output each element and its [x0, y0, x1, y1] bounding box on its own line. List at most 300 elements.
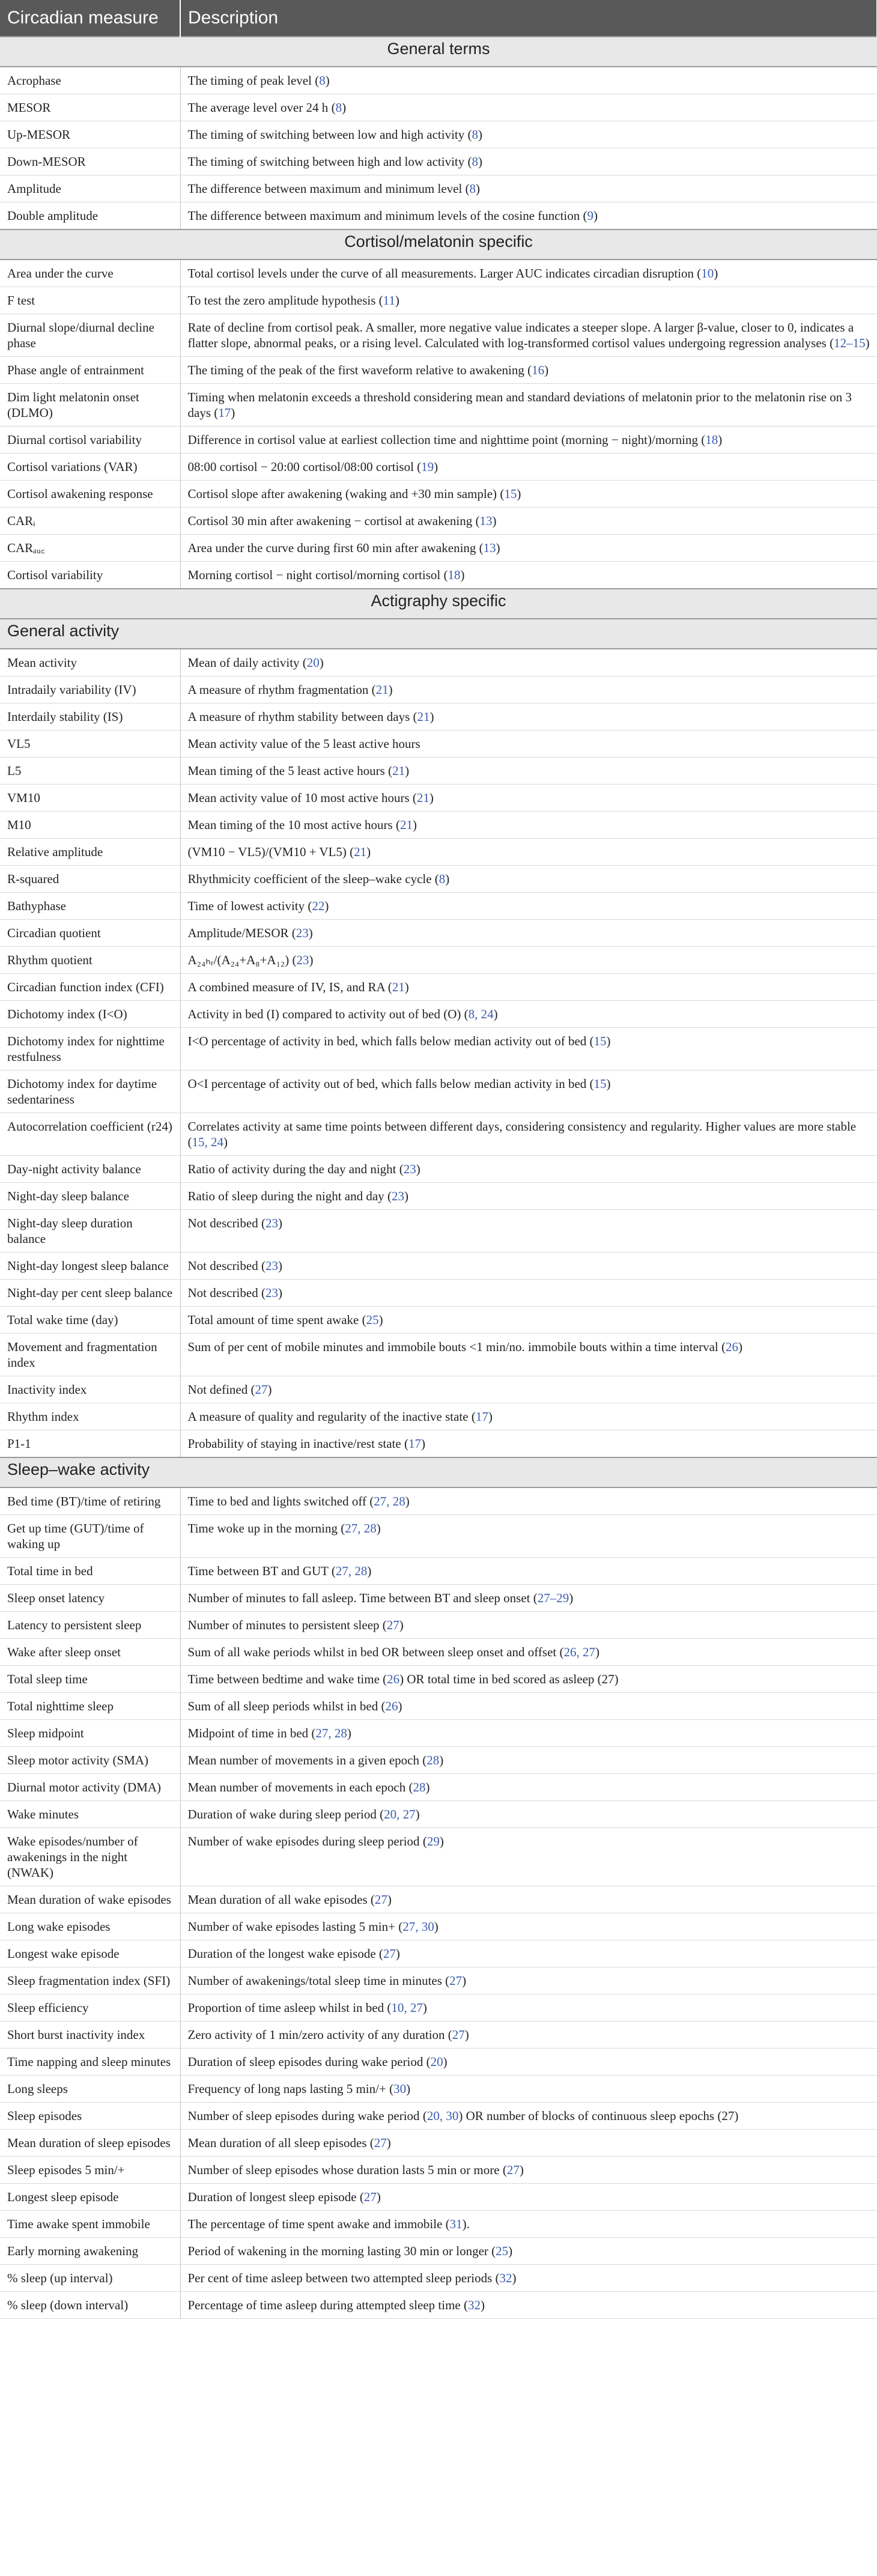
measure-description: Duration of sleep episodes during wake period [187, 2055, 423, 2069]
measure-description: The difference between maximum and minimum level [187, 181, 463, 196]
reference-link[interactable]: 23 [265, 1216, 278, 1230]
measure-name: Long sleeps [0, 2076, 180, 2103]
table-row [0, 535, 877, 562]
measure-description-cell: Not described (23) [180, 1253, 877, 1280]
measure-description-cell: Mean activity value of 10 most active hours (21) [180, 785, 877, 812]
section-title: General terms [0, 37, 877, 67]
table-row [0, 2049, 877, 2076]
measure-name: Sleep midpoint [0, 1720, 180, 1747]
table-row [0, 427, 877, 454]
table-row [0, 384, 877, 427]
measure-description: Activity in bed (I) compared to activity out of bed (O) [187, 1007, 461, 1021]
table-row [0, 1156, 877, 1183]
table-row [0, 1747, 877, 1774]
table-row [0, 2211, 877, 2238]
measure-name: Dichotomy index (I<O) [0, 1001, 180, 1028]
reference-link[interactable]: 12–15 [834, 336, 866, 350]
measure-description-cell: Mean duration of all sleep episodes (27) [180, 2130, 877, 2157]
measure-description: Morning cortisol − night cortisol/morning cortisol [187, 568, 441, 582]
table-row [0, 454, 877, 481]
reference-link[interactable]: 27, 28 [374, 1494, 405, 1508]
measure-name: Time napping and sleep minutes [0, 2049, 180, 2076]
measure-name: Wake episodes/number of awakenings in the night (NWAK) [0, 1828, 180, 1886]
measure-description: Rate of decline from cortisol peak. A smaller, more negative value indicates a steeper slope. A larger β-value, closer to 0, indicates a flatter slope, abnormal peaks, or a rising level. Calculated with log-transformed cortisol values undergoing regression analyses [187, 320, 854, 350]
measure-description-cell: Mean duration of all wake episodes (27) [180, 1886, 877, 1913]
measure-description-cell: Period of wakening in the morning lasting 30 min or longer (25) [180, 2238, 877, 2265]
measure-description-cell: To test the zero amplitude hypothesis (11) [180, 287, 877, 314]
measure-description-cell: A₂₄ₕᵣ/(A₂₄+A₈+A₁₂) (23) [180, 947, 877, 974]
table-row [0, 1334, 877, 1376]
measure-description: Per cent of time asleep between two attempted sleep periods [187, 2271, 493, 2285]
measure-name: Longest sleep episode [0, 2184, 180, 2211]
reference-link[interactable]: 17 [475, 1409, 488, 1424]
measure-description: A combined measure of IV, IS, and RA [187, 980, 385, 994]
measure-name: R-squared [0, 866, 180, 893]
measure-description-cell: The percentage of time spent awake and immobile (31). [180, 2211, 877, 2238]
measure-description: Mean duration of all wake episodes [187, 1892, 368, 1907]
table-row [0, 893, 877, 920]
measure-name: Total time in bed [0, 1558, 180, 1585]
table-row [0, 1967, 877, 1994]
measure-description-cell: Time woke up in the morning (27, 28) [180, 1515, 877, 1558]
measure-description-cell: Cortisol 30 min after awakening − cortisol at awakening (13) [180, 508, 877, 535]
measure-name: Early morning awakening [0, 2238, 180, 2265]
description-suffix: . [466, 2217, 470, 2231]
measure-description-cell: A measure of rhythm fragmentation (21) [180, 676, 877, 703]
measure-name: Diurnal motor activity (DMA) [0, 1774, 180, 1801]
measure-description: Cortisol 30 min after awakening − cortisol at awakening [187, 514, 473, 528]
measure-description: Proportion of time asleep whilst in bed [187, 2000, 384, 2015]
measure-description: Not described [187, 1286, 258, 1300]
reference-link[interactable]: 8 [469, 181, 476, 196]
table-row [0, 287, 877, 314]
measure-name: Down-MESOR [0, 148, 180, 175]
measure-description-cell: Probability of staying in inactive/rest state (17) [180, 1430, 877, 1458]
reference-link[interactable]: 16 [532, 363, 545, 377]
measure-name: Inactivity index [0, 1376, 180, 1403]
reference-link[interactable]: 22 [312, 899, 325, 913]
measure-description: Correlates activity at same time points between different days, considering consistency and regularity. Higher values are more stable [187, 1119, 857, 1134]
reference-link[interactable]: 27 [255, 1382, 268, 1397]
measure-description-cell: Duration of wake during sleep period (20, 27) [180, 1801, 877, 1828]
reference-link[interactable]: 15 [593, 1077, 607, 1091]
measure-name: F test [0, 287, 180, 314]
measure-description: The average level over 24 h [187, 100, 329, 115]
measure-description: Mean of daily activity [187, 655, 300, 670]
reference-link[interactable]: 8 [438, 872, 446, 886]
reference-link[interactable]: 13 [483, 541, 496, 555]
measure-description: Not defined [187, 1382, 248, 1397]
measure-description: Number of minutes to fall asleep. Time between BT and sleep onset [187, 1591, 530, 1605]
measure-name: Area under the curve [0, 260, 180, 287]
measure-name: Night-day sleep balance [0, 1183, 180, 1210]
table-row [0, 260, 877, 287]
measure-description: Area under the curve during first 60 min after awakening [187, 541, 476, 555]
table-row [0, 1253, 877, 1280]
reference-link[interactable]: 15 [504, 487, 517, 501]
reference-link[interactable]: 32 [468, 2298, 481, 2312]
measure-description: Period of wakening in the morning lasting 30 min or longer [187, 2244, 488, 2258]
reference-link[interactable]: 21 [416, 791, 429, 805]
measure-description: Ratio of sleep during the night and day [187, 1189, 384, 1203]
measure-description-cell: Mean number of movements in each epoch (28) [180, 1774, 877, 1801]
measure-description-cell: Correlates activity at same time points between different days, considering consistency and regularity. Higher values are more stable (15, 24) [180, 1113, 877, 1156]
reference-link[interactable]: 28 [426, 1753, 440, 1767]
section-title: Actigraphy specific [0, 589, 877, 619]
reference-link[interactable]: 17 [218, 406, 231, 420]
measure-description: Total cortisol levels under the curve of all measurements. Larger AUC indicates circadian disruption [187, 266, 694, 281]
reference-link[interactable]: 21 [392, 980, 405, 994]
measure-description-cell: 08:00 cortisol − 20:00 cortisol/08:00 cortisol (19) [180, 454, 877, 481]
measure-description: Mean timing of the 5 least active hours [187, 764, 385, 778]
reference-link[interactable]: 23 [296, 953, 309, 967]
table-row [0, 1585, 877, 1612]
measure-description: Duration of the longest wake episode [187, 1946, 376, 1961]
measure-name: % sleep (down interval) [0, 2292, 180, 2319]
measure-description: I<O percentage of activity in bed, which falls below median activity out of bed [187, 1034, 587, 1048]
reference-link[interactable]: 23 [265, 1259, 278, 1273]
reference-link[interactable]: 30 [393, 2082, 407, 2096]
table-row [0, 2022, 877, 2049]
table-row [0, 1307, 877, 1334]
measure-description: Amplitude/MESOR [187, 926, 289, 940]
measure-description-cell: Mean of daily activity (20) [180, 649, 877, 676]
measure-description-cell: Proportion of time asleep whilst in bed (10, 27) [180, 1994, 877, 2022]
measure-description: Number of wake episodes during sleep period [187, 1834, 420, 1848]
measure-description-cell: O<I percentage of activity out of bed, which falls below median activity in bed (15) [180, 1071, 877, 1113]
measure-name: Bathyphase [0, 893, 180, 920]
table-row [0, 202, 877, 230]
reference-link[interactable]: 27 [374, 1892, 387, 1907]
table-row [0, 731, 877, 758]
measure-name: VM10 [0, 785, 180, 812]
measure-description-cell: (VM10 − VL5)/(VM10 + VL5) (21) [180, 839, 877, 866]
measure-description-cell: Duration of sleep episodes during wake period (20) [180, 2049, 877, 2076]
measure-name: Mean duration of wake episodes [0, 1886, 180, 1913]
table-row [0, 1210, 877, 1253]
measure-description-cell: The timing of switching between low and high activity (8) [180, 121, 877, 148]
measure-description: Cortisol slope after awakening (waking and +30 min sample) [187, 487, 497, 501]
reference-link[interactable]: 18 [705, 433, 718, 447]
measure-description-cell: Frequency of long naps lasting 5 min/+ (30) [180, 2076, 877, 2103]
measure-description: Time between BT and GUT [187, 1564, 329, 1578]
reference-link[interactable]: 29 [426, 1834, 440, 1848]
measure-name: Movement and fragmentation index [0, 1334, 180, 1376]
reference-link[interactable]: 27 [452, 2028, 465, 2042]
measure-name: Sleep onset latency [0, 1585, 180, 1612]
measure-name: Total wake time (day) [0, 1307, 180, 1334]
measure-description-cell: Morning cortisol − night cortisol/morning cortisol (18) [180, 562, 877, 589]
measure-name: MESOR [0, 94, 180, 121]
table-row [0, 1376, 877, 1403]
description-suffix: OR number of blocks of continuous sleep epochs (27) [463, 2109, 739, 2123]
measure-description-cell: Area under the curve during first 60 min after awakening (13) [180, 535, 877, 562]
reference-link[interactable]: 8, 24 [468, 1007, 494, 1021]
table-row [0, 562, 877, 589]
table-row [0, 1001, 877, 1028]
header-circadian-measure: Circadian measure [0, 0, 180, 37]
measure-description: Timing when melatonin exceeds a threshold considering mean and standard deviations of melatonin prior to the melatonin rise on 3 days [187, 390, 852, 420]
reference-link[interactable]: 20 [430, 2055, 443, 2069]
measure-name: Total sleep time [0, 1666, 180, 1693]
measure-description-cell: Not defined (27) [180, 1376, 877, 1403]
measure-description-cell: Activity in bed (I) compared to activity out of bed (O) (8, 24) [180, 1001, 877, 1028]
section-header-row [0, 1457, 877, 1487]
measure-description: Difference in cortisol value at earliest collection time and nighttime point (morning − night)/morning [187, 433, 698, 447]
measure-description-cell: A measure of quality and regularity of the inactive state (17) [180, 1403, 877, 1430]
measure-name: Sleep episodes 5 min/+ [0, 2157, 180, 2184]
measure-description-cell: Mean timing of the 10 most active hours (21) [180, 812, 877, 839]
reference-link[interactable]: 21 [354, 845, 367, 859]
table-row [0, 1639, 877, 1666]
reference-link[interactable]: 31 [449, 2217, 463, 2231]
measure-name: Latency to persistent sleep [0, 1612, 180, 1639]
table-row [0, 1487, 877, 1515]
table-row [0, 2238, 877, 2265]
table-row [0, 1666, 877, 1693]
measure-description: Total amount of time spent awake [187, 1313, 359, 1327]
measure-name: Mean activity [0, 649, 180, 676]
measure-description-cell: Per cent of time asleep between two attempted sleep periods (32) [180, 2265, 877, 2292]
measure-description: Number of awakenings/total sleep time in minutes [187, 1973, 442, 1988]
section-title: General activity [0, 619, 877, 649]
section-header-row [0, 589, 877, 619]
measure-description: Mean number of movements in each epoch [187, 1780, 406, 1794]
measure-description-cell: Percentage of time asleep during attempted sleep time (32) [180, 2292, 877, 2319]
table-row [0, 94, 877, 121]
table-row [0, 67, 877, 94]
table-row [0, 1828, 877, 1886]
measure-name: Bed time (BT)/time of retiring [0, 1487, 180, 1515]
measure-description: O<I percentage of activity out of bed, which falls below median activity in bed [187, 1077, 587, 1091]
measure-description-cell: Number of awakenings/total sleep time in minutes (27) [180, 1967, 877, 1994]
measure-description-cell [180, 731, 877, 758]
measure-name: Circadian quotient [0, 920, 180, 947]
table-row [0, 866, 877, 893]
measure-name: Up-MESOR [0, 121, 180, 148]
table-header-row [0, 0, 877, 37]
reference-link[interactable]: 23 [391, 1189, 404, 1203]
measure-description: Mean number of movements in a given epoch [187, 1753, 419, 1767]
measure-name: Diurnal slope/diurnal decline phase [0, 314, 180, 357]
measure-description-cell: The average level over 24 h (8) [180, 94, 877, 121]
table-row [0, 785, 877, 812]
reference-link[interactable]: 19 [421, 460, 434, 474]
reference-link[interactable]: 27, 28 [345, 1521, 377, 1536]
table-row [0, 1558, 877, 1585]
table-row [0, 812, 877, 839]
measure-description-cell: A measure of rhythm stability between days (21) [180, 703, 877, 731]
measure-description: Mean duration of all sleep episodes [187, 2136, 367, 2150]
reference-link[interactable]: 27, 28 [335, 1564, 368, 1578]
reference-link[interactable]: 27 [449, 1973, 463, 1988]
measure-description: Number of sleep episodes whose duration lasts 5 min or more [187, 2163, 500, 2177]
reference-link[interactable]: 27, 28 [315, 1726, 347, 1740]
reference-link[interactable]: 20, 30 [426, 2109, 459, 2123]
measure-name: Cortisol awakening response [0, 481, 180, 508]
measure-description: A measure of rhythm fragmentation [187, 682, 369, 697]
measure-description: The percentage of time spent awake and immobile [187, 2217, 443, 2231]
measure-description-cell: I<O percentage of activity in bed, which falls below median activity out of bed (15) [180, 1028, 877, 1071]
reference-link[interactable]: 8 [472, 154, 478, 169]
reference-link[interactable]: 10 [701, 266, 714, 281]
reference-link[interactable]: 28 [413, 1780, 426, 1794]
reference-link[interactable]: 21 [417, 709, 430, 724]
table-row [0, 481, 877, 508]
reference-link[interactable]: 8 [472, 127, 478, 142]
table-row [0, 839, 877, 866]
table-row [0, 2265, 877, 2292]
measure-description: Ratio of activity during the day and night [187, 1162, 396, 1176]
measure-name: M10 [0, 812, 180, 839]
table-row [0, 357, 877, 384]
measure-description-cell: Amplitude/MESOR (23) [180, 920, 877, 947]
reference-link[interactable]: 25 [366, 1313, 379, 1327]
table-row [0, 2130, 877, 2157]
measure-name: Dichotomy index for nighttime restfulness [0, 1028, 180, 1071]
reference-link[interactable]: 26 [387, 1672, 400, 1686]
table-row [0, 1430, 877, 1458]
measure-description: Rhythmicity coefficient of the sleep–wake cycle [187, 872, 432, 886]
measure-description-cell: The timing of peak level (8) [180, 67, 877, 94]
measure-name: Sleep efficiency [0, 1994, 180, 2022]
table-row [0, 2184, 877, 2211]
measure-description: Frequency of long naps lasting 5 min/+ [187, 2082, 386, 2096]
measure-description-cell: Number of minutes to fall asleep. Time between BT and sleep onset (27–29) [180, 1585, 877, 1612]
measure-description-cell: Sum of per cent of mobile minutes and immobile bouts <1 min/no. immobile bouts within a time interval (26) [180, 1334, 877, 1376]
table-row [0, 947, 877, 974]
measure-name: Day-night activity balance [0, 1156, 180, 1183]
measure-name: Night-day sleep duration balance [0, 1210, 180, 1253]
reference-link[interactable]: 26 [725, 1340, 738, 1354]
measure-name: CARₐᵤ꜀ [0, 535, 180, 562]
reference-link[interactable]: 27 [374, 2136, 387, 2150]
table-row [0, 974, 877, 1001]
measure-name: Get up time (GUT)/time of waking up [0, 1515, 180, 1558]
measure-description-cell: Ratio of activity during the day and night (23) [180, 1156, 877, 1183]
measure-description-cell: Total amount of time spent awake (25) [180, 1307, 877, 1334]
table-row [0, 175, 877, 202]
table-row [0, 1801, 877, 1828]
table-row [0, 1720, 877, 1747]
reference-link[interactable]: 8 [335, 100, 342, 115]
measure-description-cell: The difference between maximum and minimum level (8) [180, 175, 877, 202]
measure-name: Circadian function index (CFI) [0, 974, 180, 1001]
reference-link[interactable]: 26, 27 [563, 1645, 595, 1659]
table-row [0, 758, 877, 785]
reference-link[interactable]: 27 [363, 2190, 377, 2204]
measure-name: Sleep episodes [0, 2103, 180, 2130]
measure-description-cell: Rhythmicity coefficient of the sleep–wake cycle (8) [180, 866, 877, 893]
measure-description: Time between bedtime and wake time [187, 1672, 380, 1686]
measure-name: Total nighttime sleep [0, 1693, 180, 1720]
measure-name: Autocorrelation coefficient (r24) [0, 1113, 180, 1156]
reference-link[interactable]: 27–29 [537, 1591, 569, 1605]
reference-link[interactable]: 9 [587, 208, 593, 223]
measure-name: Dim light melatonin onset (DLMO) [0, 384, 180, 427]
measure-description-cell: Number of sleep episodes whose duration lasts 5 min or more (27) [180, 2157, 877, 2184]
table-row [0, 314, 877, 357]
table-row [0, 1071, 877, 1113]
reference-link[interactable]: 23 [296, 926, 309, 940]
measure-name: Acrophase [0, 67, 180, 94]
reference-link[interactable]: 13 [479, 514, 493, 528]
measure-description: 08:00 cortisol − 20:00 cortisol/08:00 cortisol [187, 460, 414, 474]
measure-name: Interdaily stability (IS) [0, 703, 180, 731]
measure-description-cell: The timing of switching between high and low activity (8) [180, 148, 877, 175]
measure-name: Phase angle of entrainment [0, 357, 180, 384]
measure-name: Time awake spent immobile [0, 2211, 180, 2238]
reference-link[interactable]: 15, 24 [192, 1135, 223, 1149]
measure-description: Duration of longest sleep episode [187, 2190, 357, 2204]
measure-description-cell: Timing when melatonin exceeds a threshold considering mean and standard deviations of melatonin prior to the melatonin rise on 3 days (17) [180, 384, 877, 427]
measure-name: Short burst inactivity index [0, 2022, 180, 2049]
reference-link[interactable]: 17 [408, 1436, 421, 1451]
reference-link[interactable]: 27 [506, 2163, 520, 2177]
measure-description-cell: Number of minutes to persistent sleep (27) [180, 1612, 877, 1639]
reference-link[interactable]: 26 [385, 1699, 398, 1713]
measure-description-cell: The difference between maximum and minimum levels of the cosine function (9) [180, 202, 877, 230]
reference-link[interactable]: 18 [448, 568, 461, 582]
section-title: Cortisol/melatonin specific [0, 229, 877, 260]
section-header-row [0, 37, 877, 67]
measure-name: Night-day per cent sleep balance [0, 1280, 180, 1307]
reference-link[interactable]: 32 [499, 2271, 512, 2285]
measure-description-cell: Number of wake episodes during sleep period (29) [180, 1828, 877, 1886]
reference-link[interactable]: 11 [383, 293, 395, 308]
reference-link[interactable]: 8 [319, 73, 326, 88]
measure-description: Sum of all sleep periods whilst in bed [187, 1699, 378, 1713]
reference-link[interactable]: 27 [386, 1618, 399, 1632]
measure-description-cell: Total cortisol levels under the curve of all measurements. Larger AUC indicates circadian disruption (10) [180, 260, 877, 287]
measure-description: Number of wake episodes lasting 5 min+ [187, 1919, 395, 1934]
measure-name: Mean duration of sleep episodes [0, 2130, 180, 2157]
measure-description-cell: Mean timing of the 5 least active hours (21) [180, 758, 877, 785]
table-row [0, 1113, 877, 1156]
measure-description: Number of sleep episodes during wake period [187, 2109, 420, 2123]
reference-link[interactable]: 21 [375, 682, 389, 697]
measure-description: Time to bed and lights switched off [187, 1494, 366, 1508]
measure-description-cell: Zero activity of 1 min/zero activity of any duration (27) [180, 2022, 877, 2049]
reference-link[interactable]: 23 [403, 1162, 416, 1176]
reference-link[interactable]: 27, 30 [402, 1919, 434, 1934]
section-header-row [0, 619, 877, 649]
measure-description-cell: A combined measure of IV, IS, and RA (21) [180, 974, 877, 1001]
reference-link[interactable]: 10, 27 [391, 2000, 423, 2015]
measure-name: CARᵢ [0, 508, 180, 535]
reference-link[interactable]: 20, 27 [384, 1807, 416, 1821]
section-title: Sleep–wake activity [0, 1457, 877, 1487]
description-suffix: OR total time in bed scored as asleep (27) [404, 1672, 619, 1686]
reference-link[interactable]: 25 [496, 2244, 509, 2258]
measure-description-cell: The timing of the peak of the first waveform relative to awakening (16) [180, 357, 877, 384]
measure-description: The difference between maximum and minimum levels of the cosine function [187, 208, 580, 223]
measure-name: Longest wake episode [0, 1940, 180, 1967]
measure-description: Not described [187, 1216, 258, 1230]
measure-description-cell: Rate of decline from cortisol peak. A smaller, more negative value indicates a steeper slope. A larger β-value, closer to 0, indicates a flatter slope, abnormal peaks, or a rising level. Calculated with log-transformed cortisol values undergoing regression analyses (12–15) [180, 314, 877, 357]
section-header-row [0, 229, 877, 260]
reference-link[interactable]: 21 [399, 818, 413, 832]
reference-link[interactable]: 27 [383, 1946, 396, 1961]
reference-link[interactable]: 15 [593, 1034, 607, 1048]
table-row [0, 1280, 877, 1307]
table-row [0, 2157, 877, 2184]
reference-link[interactable]: 21 [392, 764, 405, 778]
measure-name: P1-1 [0, 1430, 180, 1458]
measure-name: Long wake episodes [0, 1913, 180, 1940]
reference-link[interactable]: 23 [265, 1286, 278, 1300]
reference-link[interactable]: 20 [306, 655, 320, 670]
